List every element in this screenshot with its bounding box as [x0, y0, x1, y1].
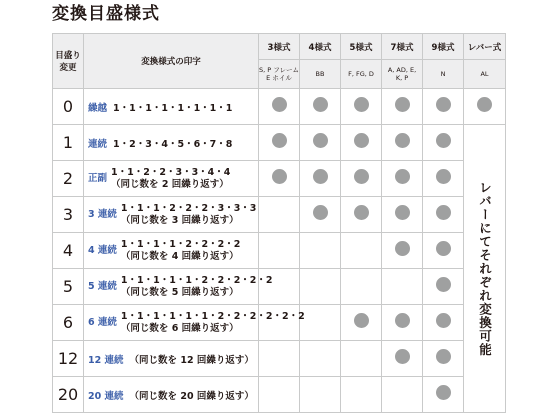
scale-value: 20	[53, 377, 84, 413]
mode-cell	[84, 377, 259, 413]
mode-pattern-line2: （同じ数を 5 回繰り返す）	[120, 286, 239, 298]
mode-pattern-line2: （同じ数を 6 回繰り返す）	[120, 322, 239, 334]
support-cell	[341, 233, 382, 269]
column-sub-4: BB	[300, 60, 341, 89]
support-cell	[259, 377, 300, 413]
support-cell	[300, 269, 341, 305]
table-row	[53, 377, 506, 413]
column-sub-3	[259, 60, 300, 89]
mode-pattern-line2: （同じ数を 3 回繰り返す）	[120, 214, 239, 226]
mode-pattern-line2: （同じ数を 4 回繰り返す）	[120, 250, 239, 262]
supported-dot-icon	[436, 169, 451, 184]
mode-pattern	[121, 203, 257, 227]
scale-value: 1	[53, 125, 84, 161]
support-cell	[423, 269, 464, 305]
supported-dot-icon	[436, 241, 451, 256]
supported-dot-icon	[477, 97, 492, 112]
supported-dot-icon	[395, 205, 410, 220]
mode-label: 5 連続	[88, 280, 117, 292]
supported-dot-icon	[313, 205, 328, 220]
mode-cell	[84, 341, 259, 377]
support-cell	[341, 341, 382, 377]
support-cell	[300, 341, 341, 377]
mode-pattern-line2: （同じ数を 2 回繰り返す）	[111, 178, 229, 190]
column-sub-9: N	[423, 60, 464, 89]
mode-cell	[84, 233, 259, 269]
support-cell	[423, 341, 464, 377]
support-cell	[423, 377, 464, 413]
mode-pattern-line1: 1・1・1・1・1・1・1・1	[113, 102, 233, 114]
mode-label: 20 連続	[88, 390, 124, 402]
table-row	[53, 269, 506, 305]
mode-cell	[84, 161, 259, 197]
mode-pattern	[111, 167, 230, 191]
column-sub-3-line1: S, P フレーム	[259, 66, 299, 74]
mode-pattern-line1: 1・1・2・2・3・3・4・4	[111, 166, 231, 178]
scale-value: 2	[53, 161, 84, 197]
support-cell	[382, 89, 423, 125]
supported-dot-icon	[354, 133, 369, 148]
table-row	[53, 233, 506, 269]
supported-dot-icon	[354, 205, 369, 220]
supported-dot-icon	[436, 133, 451, 148]
support-cell	[300, 89, 341, 125]
print-header: 変換様式の印字	[84, 34, 259, 89]
support-cell	[382, 197, 423, 233]
supported-dot-icon	[395, 313, 410, 328]
support-cell	[300, 161, 341, 197]
support-cell	[341, 269, 382, 305]
supported-dot-icon	[395, 133, 410, 148]
mode-pattern-line1: 1・1・1・1・1・2・2・2・2・2	[120, 274, 273, 286]
support-cell	[259, 125, 300, 161]
scale-header	[53, 34, 84, 89]
mode-pattern-line1: 1・1・1・2・2・2・3・3・3	[120, 202, 257, 214]
mode-cell	[84, 89, 259, 125]
support-cell	[259, 89, 300, 125]
support-cell	[300, 125, 341, 161]
support-cell	[300, 377, 341, 413]
support-cell	[341, 161, 382, 197]
support-cell	[464, 89, 506, 125]
mode-cell	[84, 269, 273, 305]
supported-dot-icon	[395, 241, 410, 256]
support-cell	[259, 197, 300, 233]
column-sub-7-line2: K, P	[395, 74, 409, 82]
supported-dot-icon	[354, 97, 369, 112]
support-cell	[423, 161, 464, 197]
scale-value: 6	[53, 305, 84, 341]
support-cell	[423, 233, 464, 269]
scale-value: 5	[53, 269, 84, 305]
mode-pattern-line1: （同じ数を 12 回繰り返す）	[129, 354, 254, 366]
support-cell	[259, 161, 300, 197]
supported-dot-icon	[272, 133, 287, 148]
mode-label: 連続	[88, 138, 108, 150]
support-cell	[341, 197, 382, 233]
column-sub-7-line1: A, AD, E,	[387, 66, 417, 74]
mode-pattern-line1: 1・2・3・4・5・6・7・8	[113, 138, 233, 150]
support-cell	[300, 233, 341, 269]
supported-dot-icon	[395, 97, 410, 112]
supported-dot-icon	[272, 169, 287, 184]
mode-label: 12 連続	[88, 354, 124, 366]
table-row	[53, 341, 506, 377]
support-cell	[300, 197, 341, 233]
support-cell	[382, 305, 423, 341]
table-row	[53, 197, 506, 233]
mode-pattern-line1: （同じ数を 20 回繰り返す）	[129, 390, 254, 402]
scale-value: 0	[53, 89, 84, 125]
scale-value: 12	[53, 341, 84, 377]
column-header-3: 3様式	[259, 34, 300, 60]
scale-header-line2: 変更	[59, 63, 77, 73]
column-sub-5: F, FG, D	[341, 60, 382, 89]
supported-dot-icon	[436, 385, 451, 400]
mode-pattern-line1: 1・1・1・1・2・2・2・2	[120, 238, 241, 250]
support-cell	[382, 125, 423, 161]
mode-pattern	[121, 239, 240, 263]
supported-dot-icon	[313, 133, 328, 148]
supported-dot-icon	[395, 169, 410, 184]
mode-label: 正副	[88, 172, 108, 184]
column-header-5: 5様式	[341, 34, 382, 60]
supported-dot-icon	[354, 313, 369, 328]
support-cell	[259, 341, 300, 377]
supported-dot-icon	[272, 97, 287, 112]
support-cell	[382, 233, 423, 269]
support-cell	[341, 305, 382, 341]
support-cell	[382, 161, 423, 197]
scale-value: 3	[53, 197, 84, 233]
scale-header-line1: 目盛り	[55, 51, 81, 61]
table-row	[53, 125, 506, 161]
support-cell	[341, 89, 382, 125]
column-header-lever: レバー式	[464, 34, 506, 60]
mode-pattern-line1: 1・1・1・1・1・1・2・2・2・2・2・2	[120, 310, 305, 322]
support-cell	[382, 269, 423, 305]
support-cell	[423, 197, 464, 233]
conversion-table	[52, 33, 506, 413]
support-cell	[423, 89, 464, 125]
supported-dot-icon	[313, 97, 328, 112]
page-title: 変換目盛様式	[52, 4, 160, 24]
supported-dot-icon	[395, 349, 410, 364]
support-cell	[259, 233, 300, 269]
table-row	[53, 305, 506, 341]
support-cell	[341, 125, 382, 161]
column-header-9: 9様式	[423, 34, 464, 60]
mode-cell	[84, 305, 305, 341]
column-sub-3-line2: E ホイル	[266, 74, 292, 82]
supported-dot-icon	[436, 205, 451, 220]
support-cell	[382, 341, 423, 377]
supported-dot-icon	[436, 277, 451, 292]
lever-note: レバーにてそれぞれ変換可能	[477, 180, 493, 357]
lever-note-cell	[464, 125, 506, 413]
supported-dot-icon	[313, 169, 328, 184]
mode-cell	[84, 125, 259, 161]
mode-label: 繰越	[88, 102, 108, 114]
support-cell	[423, 305, 464, 341]
column-header-7: 7様式	[382, 34, 423, 60]
column-sub-7	[382, 60, 423, 89]
support-cell	[300, 305, 341, 341]
support-cell	[423, 125, 464, 161]
supported-dot-icon	[354, 169, 369, 184]
supported-dot-icon	[436, 313, 451, 328]
column-sub-lever: AL	[464, 60, 506, 89]
table-row	[53, 161, 506, 197]
scale-value: 4	[53, 233, 84, 269]
column-header-4: 4様式	[300, 34, 341, 60]
table-row	[53, 89, 506, 125]
mode-label: 3 連続	[88, 208, 117, 220]
support-cell	[341, 377, 382, 413]
mode-pattern	[121, 311, 305, 335]
supported-dot-icon	[436, 97, 451, 112]
mode-label: 6 連続	[88, 316, 117, 328]
mode-pattern	[121, 275, 273, 299]
support-cell	[382, 377, 423, 413]
supported-dot-icon	[436, 349, 451, 364]
mode-label: 4 連続	[88, 244, 117, 256]
mode-cell	[84, 197, 259, 233]
